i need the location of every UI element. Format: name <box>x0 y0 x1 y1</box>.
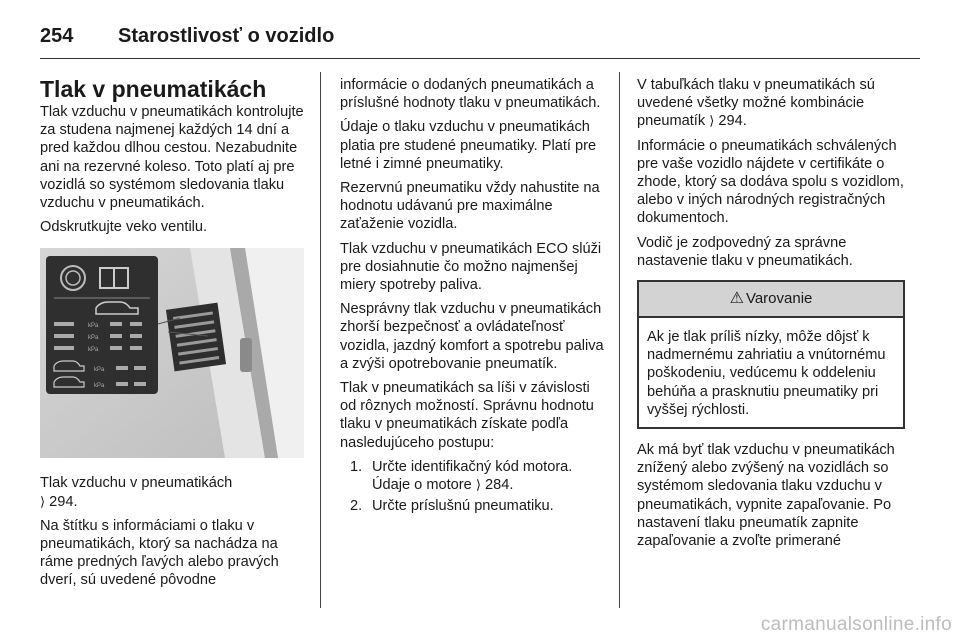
svg-text:kPa: kPa <box>88 335 99 342</box>
warning-box <box>637 280 905 429</box>
paragraph-spare-tire: Rezervnú pneumatiku vždy nahustite na hodnotu udávanú pre maximálne zaťaženie vozidla. <box>340 180 600 233</box>
paragraph-eco-pressure: Tlak vzduchu v pneumatikách ECO slúži pre dosiahnutie čo možno najmenšej miery spotreby paliva. <box>340 240 602 294</box>
section-heading: Tlak v pneumatikách <box>40 76 267 102</box>
paragraph-valve-cap: Odskrutkujte veko ventilu. <box>40 219 208 236</box>
warning-triangle-icon: ⚠ <box>729 289 744 307</box>
column-1 <box>40 76 308 596</box>
header-rule <box>40 58 920 59</box>
column-divider-1 <box>320 72 321 608</box>
paragraph-cold-tires: Údaje o tlaku vzduchu v pneumatikách platia pre studené pneumatiky. Platí pre letné i zimné pneumatiky. <box>340 119 597 172</box>
page-header <box>40 14 920 58</box>
cross-ref-icon: ⟩ <box>475 477 481 493</box>
tire-pressure-label-figure <box>40 248 304 458</box>
watermark: carmanualsonline.info <box>760 614 952 635</box>
cross-ref-icon: ⟩ <box>40 493 46 509</box>
page-number: 254 <box>40 24 74 47</box>
figure-caption: Tlak vzduchu v pneumatikách ⟩ 294. <box>40 475 233 510</box>
svg-text:kPa: kPa <box>94 383 105 390</box>
column-divider-2 <box>619 72 620 608</box>
paragraph-approved-tires: Informácie o pneumatikách schválených pre vaše vozidlo nájdete v certifikáte o zhode, ktorý sa dodáva spolu s vozidlom, alebo v iných národných registračných dokumentoch. <box>637 137 904 227</box>
warning-header <box>639 282 903 318</box>
tire-label-illustration <box>40 248 304 458</box>
paragraph-driver-responsibility: Vodič je zodpovedný za správne nastavenie tlaku v pneumatikách. <box>637 234 853 269</box>
paragraph-supplied-info: informácie o dodaných pneumatikách a príslušné hodnoty tlaku v pneumatikách. <box>340 77 601 112</box>
caption-page-ref: 294. <box>49 493 78 510</box>
warning-title: Varovanie <box>745 289 813 307</box>
paragraph-procedure-intro: Tlak v pneumatikách sa líši v závislosti od rôznych možností. Správnu hodnotu tlaku v pneumatikách získate podľa nasledujúceho postupu: <box>340 380 594 451</box>
paragraph-cold-check: Tlak vzduchu v pneumatikách kontrolujte za studena najmenej každých 14 dní a pred každou dlhou cestou. Nezabudnite ani na rezervné koleso. Toto platí aj pre vozidlá so systémom sledovania tlaku vzduchu v pneumatikách. <box>40 104 304 212</box>
svg-text:kPa: kPa <box>88 347 99 354</box>
paragraph-tpms-adjust: Ak má byť tlak vzduchu v pneumatikách znížený alebo zvýšený na vozidlách so systémom sledovania tlaku vzduchu v pneumatikách, vypnite zapaľovanie. Po nastavení tlaku pneumatík zapnite zapaľovanie a zvoľte primerané <box>637 442 895 550</box>
cross-ref-icon: ⟩ <box>709 113 715 129</box>
column-3 <box>637 76 905 556</box>
svg-text:kPa: kPa <box>94 367 105 374</box>
procedure-steps <box>350 458 608 516</box>
list-item: 2. Určte príslušnú pneumatiku. <box>350 498 554 515</box>
paragraph-pressure-tables: V tabuľkách tlaku v pneumatikách sú uvedené všetky možné kombinácie pneumatík ⟩ 294. <box>637 77 875 130</box>
svg-text:kPa: kPa <box>88 323 99 330</box>
section-title: Starostlivosť o vozidlo <box>118 24 335 47</box>
paragraph-wrong-pressure: Nesprávny tlak vzduchu v pneumatikách zhorší bezpečnosť a ovládateľnosť vozidla, jazdný komfort a spotrebu paliva a zvýši opotrebovanie pneumatík. <box>340 301 604 372</box>
list-item: 1. Určte identifikačný kód motora. Údaje o motore ⟩ 284. <box>350 458 573 494</box>
paragraph-door-label: Na štítku s informáciami o tlaku v pneumatikách, ktorý sa nachádza na ráme predných ľavých alebo pravých dverí, sú uvedené pôvodne <box>40 517 279 589</box>
column-2 <box>340 76 608 518</box>
warning-text: Ak je tlak príliš nízky, môže dôjsť k nadmernému zahriatiu a vnútornému poškodeniu, vedúcemu k oddeleniu behúňa a prasknutiu pneumatiky pri vyššej rýchlosti. <box>647 329 886 418</box>
